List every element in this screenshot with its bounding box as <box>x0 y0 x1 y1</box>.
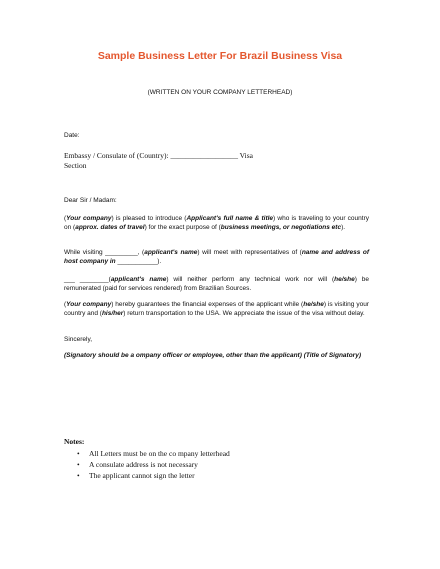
list-item: • The applicant cannot sign the letter <box>77 471 195 480</box>
placeholder-travel-dates: approx. dates of travel <box>75 224 145 231</box>
paragraph-no-work: ___ ________(applicant's name) will neither perform any technical work nor will (he/she) be remunerated (paid for services rendered) from Brazilian Sources. <box>64 276 370 292</box>
closing: Sincerely, <box>64 336 93 343</box>
paragraph-introduction: (Your company) is pleased to introduce (Applicant's full name & title) who is traveling to your country on (approx. dates of travel) for the exact purpose of (business meetings, or negotiations etc). <box>64 215 369 231</box>
notes-list <box>64 448 230 481</box>
placeholder-possessive: his/her <box>101 310 124 317</box>
paragraph-guarantee: (Your company) hereby guarantees the financial expenses of the applicant while (he/she) is visiting your country and (his/her) return transportation to the USA. We appreciate the issue of the visa without delay. <box>64 301 369 317</box>
notes-heading: Notes: <box>64 437 85 446</box>
list-item: • All Letters must be on the co mpany letterhead <box>77 449 230 458</box>
date-label: Date: <box>64 132 80 139</box>
signatory-block <box>64 351 369 360</box>
bullet-icon: • <box>77 471 80 480</box>
salutation: Dear Sir / Madam: <box>64 197 117 204</box>
letterhead-note: (WRITTEN ON YOUR COMPANY LETTERHEAD) <box>147 89 293 96</box>
placeholder-your-company: Your company <box>66 215 112 222</box>
embassy-address <box>64 151 369 171</box>
placeholder-applicant-name: applicant's name <box>144 249 198 256</box>
placeholder-your-company: Your company <box>66 301 112 308</box>
placeholder-pronoun: he/she <box>334 276 355 283</box>
bullet-icon: • <box>77 460 80 469</box>
placeholder-purpose: business meetings, or negotiations etc <box>220 224 342 231</box>
placeholder-applicant-name: applicant's name <box>110 276 167 283</box>
embassy-line-2: Section <box>64 161 87 170</box>
list-item: • A consulate address is not necessary <box>77 460 198 469</box>
placeholder-applicant-name: Applicant's full name & title <box>186 215 274 222</box>
embassy-line-1: Embassy / Consulate of (Country): __________________ Visa <box>64 151 253 160</box>
placeholder-host-company: name and address of host company in <box>64 249 369 265</box>
bullet-icon: • <box>77 449 80 458</box>
document-title: Sample Business Letter For Brazil Business Visa <box>97 50 343 62</box>
paragraph-meetings: While visiting _________, (applicant's name) will meet with representatives of (name and address of host company in ___________). <box>64 249 369 265</box>
placeholder-pronoun: he/she <box>303 301 324 308</box>
signatory-instruction: (Signatory should be a ompany officer or employee, other than the applicant) (Title of Signatory) <box>64 352 361 359</box>
